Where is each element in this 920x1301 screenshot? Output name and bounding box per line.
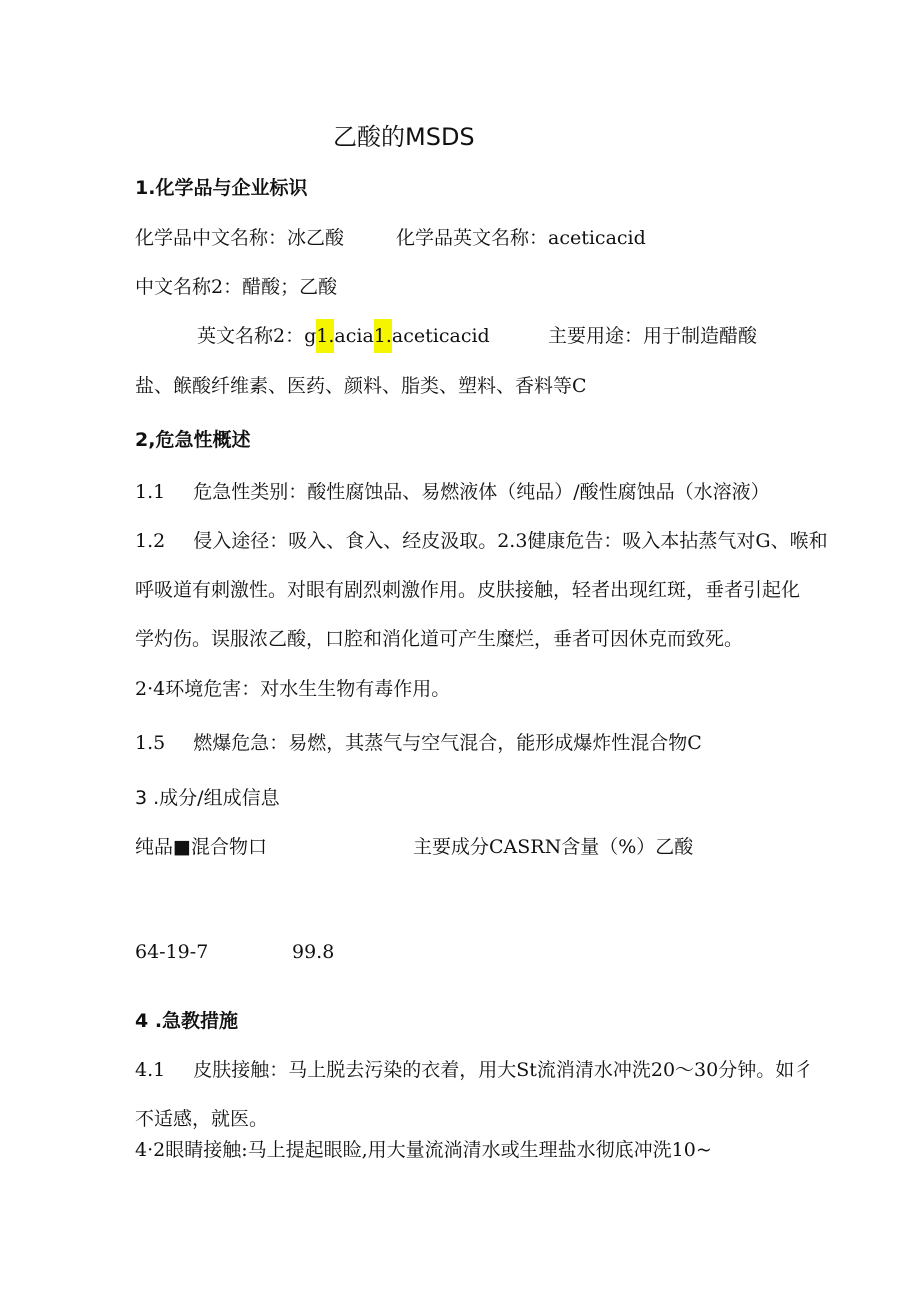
english-name-2-part: g — [304, 325, 317, 347]
english-name-2-label: 英文名称2： — [197, 325, 305, 347]
item-number: 4.1 — [135, 1059, 166, 1081]
chemical-en-name: 化学品英文名称：aceticacid — [396, 227, 646, 249]
section-2-heading: 2,危急性概述 — [135, 429, 251, 451]
item-number: 1.5 — [135, 732, 166, 754]
item-2-4: 2·4环境危害：对水生生物有毒作用。 — [135, 678, 451, 700]
item-1-2 — [135, 529, 828, 553]
item-text: 危急性类别：酸性腐蚀品、易燃液体（纯品）/酸性腐蚀品（水溶液） — [193, 481, 770, 503]
section-1-heading: 1.化学品与企业标识 — [135, 177, 308, 199]
english-name-2 — [197, 324, 490, 348]
english-name-2-part: aceticacid — [391, 325, 490, 347]
component-header: 主要成分CASRN含量（%）乙酸 — [413, 836, 694, 858]
section-3-heading: 3 .成分/组成信息 — [135, 787, 280, 809]
item-4-1-line-2: 不适感，就医。 — [135, 1108, 269, 1130]
item-4-1 — [135, 1058, 813, 1082]
section-4-heading: 4 .急教措施 — [135, 1010, 239, 1032]
item-text: 侵入途径：吸入、食入、经皮汲取。2.3健康危告：吸入本拈蒸气对G、喉和 — [193, 530, 828, 552]
chemical-cn-name: 化学品中文名称：冰乙酸 — [135, 227, 345, 249]
cas-number: 64-19-7 — [135, 941, 209, 963]
item-text: 皮肤接触：马上脱去污染的衣着，用大St流消清水冲洗20～30分钟。如彳 — [193, 1059, 814, 1081]
chinese-name-2: 中文名称2：醋酸；乙酸 — [135, 276, 338, 298]
item-1-2-line-3: 学灼伤。误服浓乙酸，口腔和消化道可产生糜烂，垂者可因休克而致死。 — [135, 628, 744, 650]
main-use: 主要用途：用于制造醋酸 — [548, 325, 758, 347]
item-number: 1.2 — [135, 530, 166, 552]
item-text: 燃爆危急：易燃，其蒸气与空气混合，能形成爆炸性混合物C — [193, 732, 702, 754]
highlight-mark: 1. — [316, 319, 334, 353]
highlight-mark: 1. — [374, 319, 392, 353]
item-1-5 — [135, 731, 702, 755]
purity-type: 纯品■混合物口 — [135, 836, 267, 858]
item-1-2-line-2: 呼吸道有刺激性。对眼有剧烈刺激作用。皮肤接触，轻者出现红斑，垂者引起化 — [135, 579, 801, 601]
english-name-2-part: acia — [334, 325, 374, 347]
item-4-2: 4·2眼睛接触:马上提起眼睑,用大量流淌清水或生理盐水彻底冲洗10~ — [135, 1139, 712, 1161]
content-percent: 99.8 — [292, 941, 335, 963]
item-number: 1.1 — [135, 481, 166, 503]
item-1-1 — [135, 480, 770, 504]
document-title: 乙酸的MSDS — [333, 123, 475, 151]
main-use-continued: 盐、餱酸纤维素、医药、颜料、脂类、塑料、香料等C — [135, 375, 587, 397]
